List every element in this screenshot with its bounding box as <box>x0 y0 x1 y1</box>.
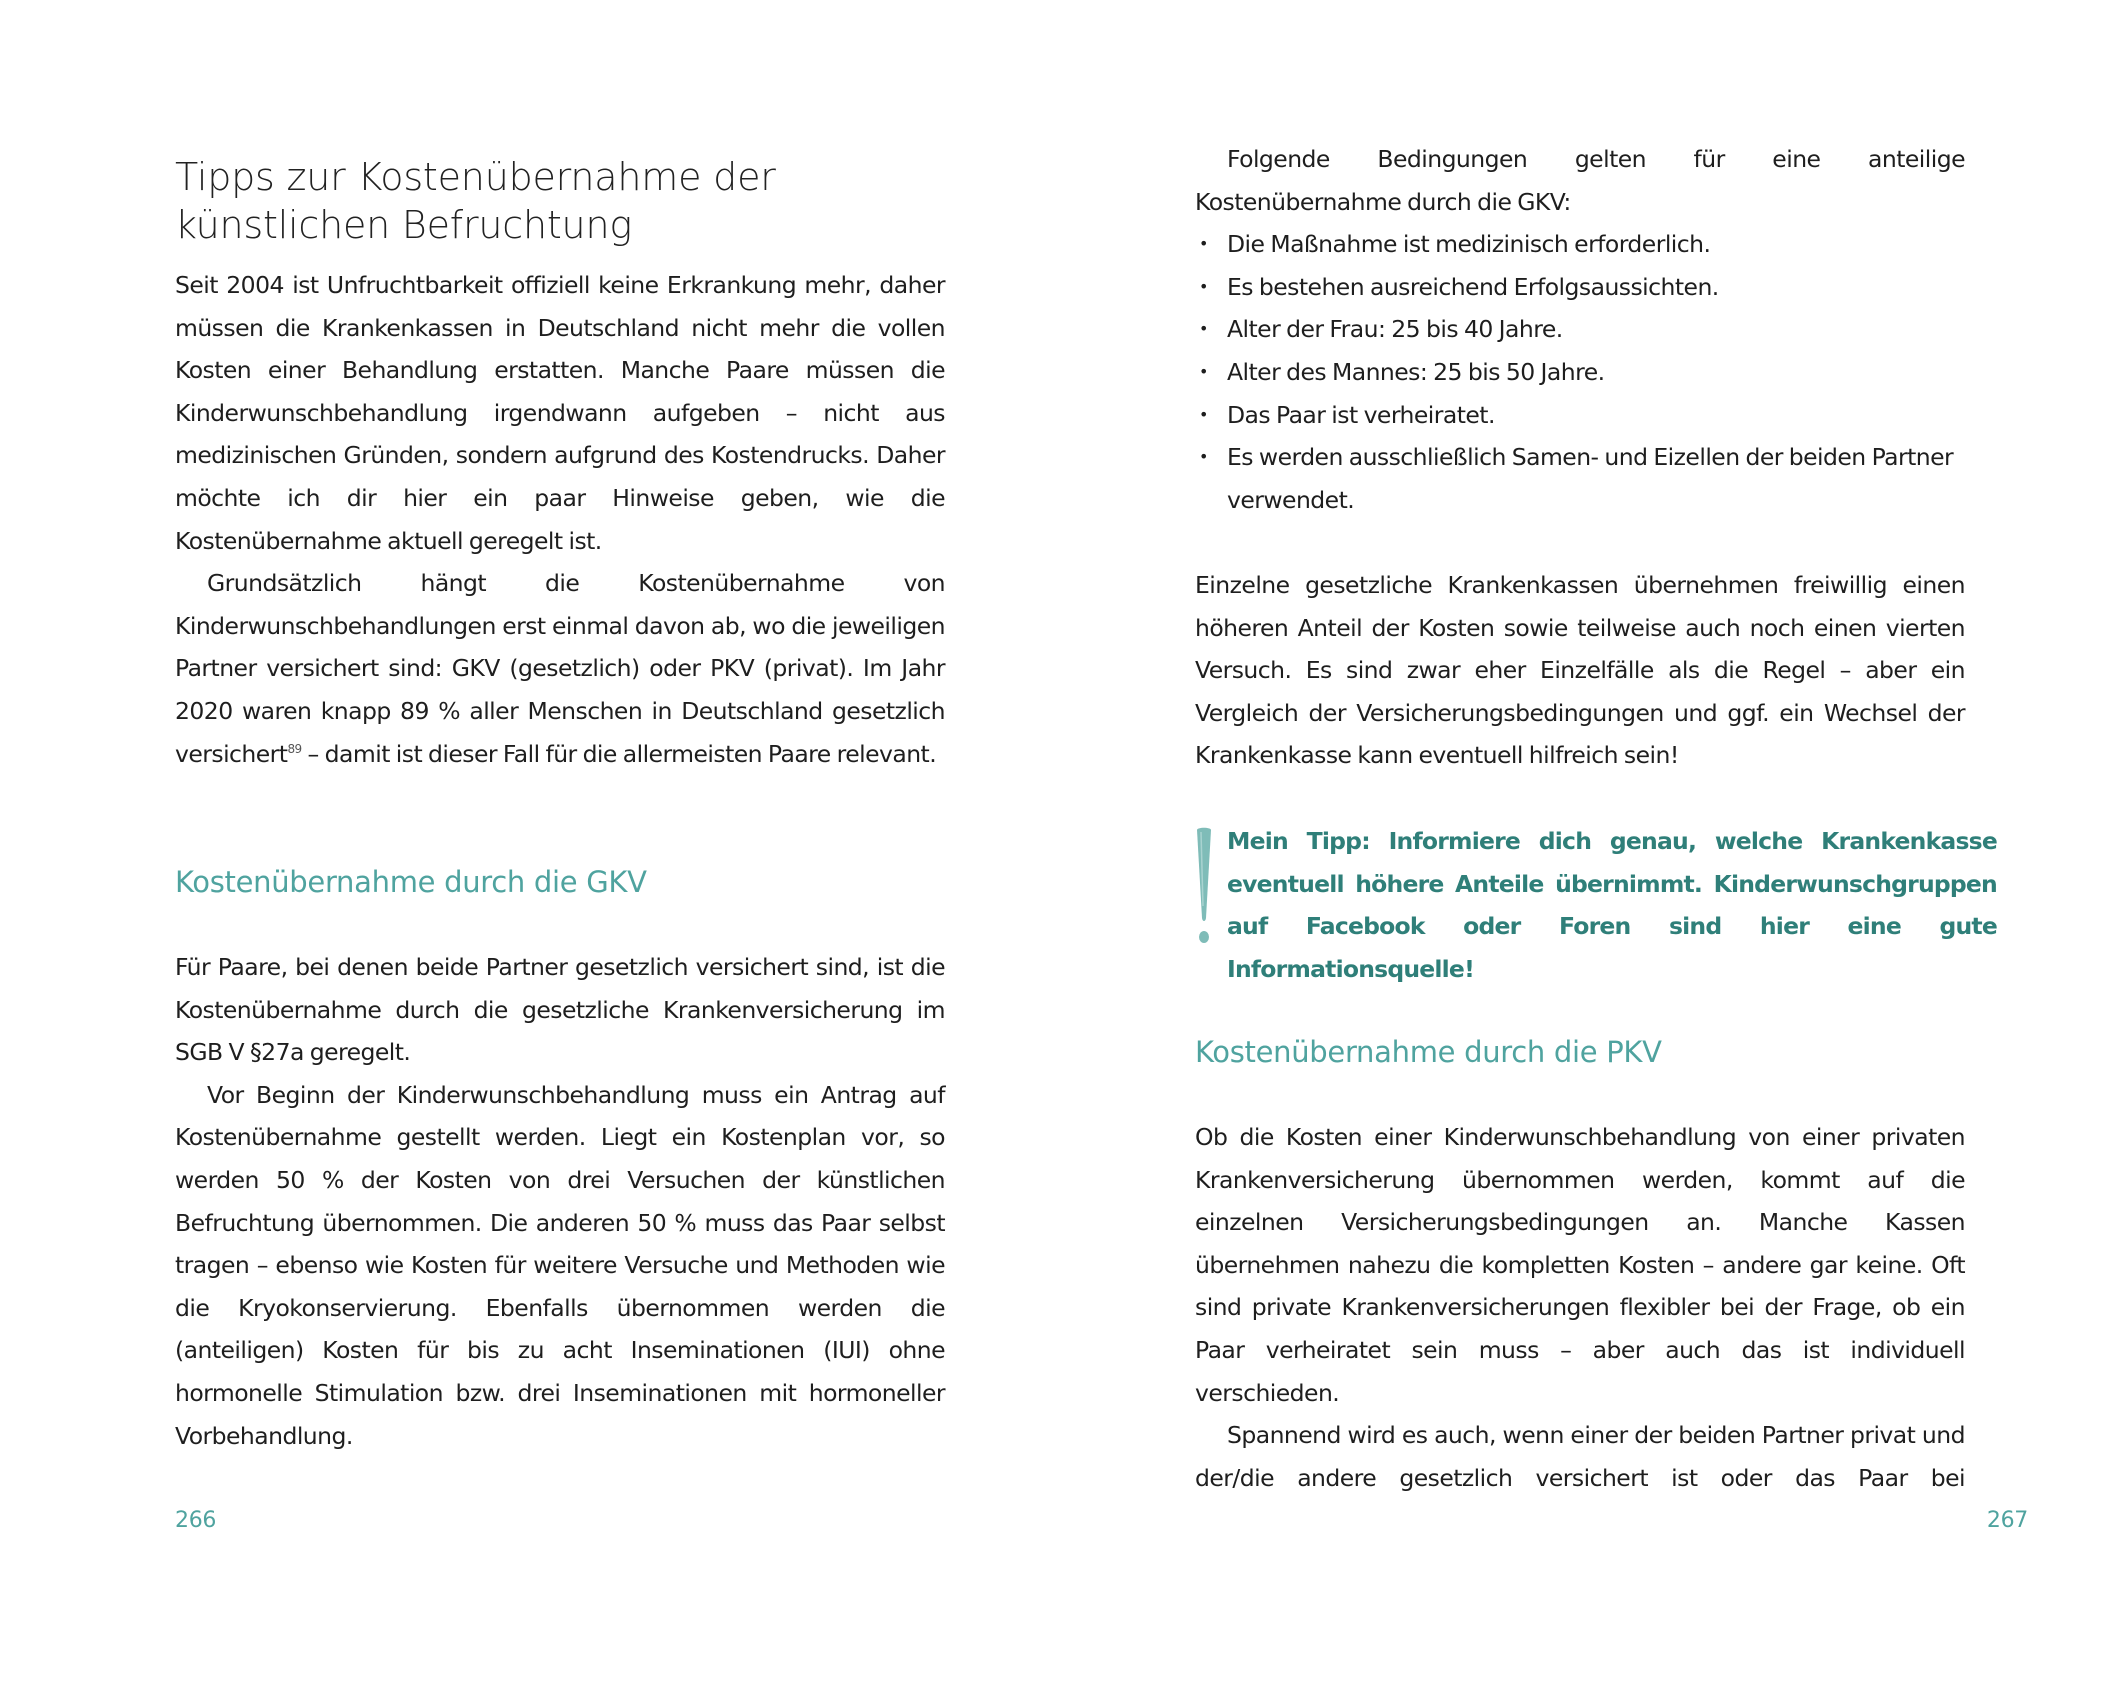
conditions-intro: Folgende Bedingungen gelten für eine anteilige Kostenübernahme durch die GKV: <box>1195 145 1965 216</box>
gkv-body <box>175 946 945 1457</box>
condition-text: Alter des Mannes: 25 bis 50 Jahre. <box>1227 357 1605 386</box>
bullet-icon: • <box>1199 447 1208 467</box>
conditions-list <box>1195 223 1965 521</box>
condition-item <box>1195 394 1965 437</box>
condition-item <box>1195 351 1965 394</box>
insurance-type-text: Grundsätzlich hängt die Kostenübernahme von Kinderwunschbehandlungen erst einmal davon ab, wo die jeweiligen Partner versichert sind: GKV (gesetzlich) oder PKV (privat). Im Jahr 2020 waren knapp 89 % aller Menschen in Deutschland gesetzlich versichert <box>175 569 945 768</box>
bullet-icon: • <box>1199 276 1208 296</box>
bullet-icon: • <box>1199 404 1208 424</box>
condition-item <box>1195 266 1965 309</box>
intro-paragraph: Seit 2004 ist Unfruchtbarkeit offiziell keine Erkrankung mehr, daher müssen die Krankenkassen in Deutschland nicht mehr die vollen Kosten einer Behandlung erstatten. Manche Paare müssen die Kinderwunschbehandlung irgendwann aufgeben – nicht aus medizinischen Gründen, sondern aufgrund des Kostendrucks. Daher möchte ich dir hier ein paar Hinweise geben, wie die Kostenübernahme aktuell geregelt ist. <box>175 271 945 555</box>
bullet-icon: • <box>1199 234 1208 254</box>
bullet-icon: • <box>1199 361 1208 381</box>
chapter-title <box>175 153 776 249</box>
exclamation-mark-icon <box>1195 826 1213 950</box>
conditions-section <box>1195 138 1965 521</box>
condition-text: Alter der Frau: 25 bis 40 Jahre. <box>1227 315 1563 344</box>
pkv-paragraph-2: Spannend wird es auch, wenn einer der beiden Partner privat und der/die andere gesetzlich versichert ist oder das Paar bei <box>1195 1421 1965 1492</box>
tip-box <box>1195 820 1997 990</box>
footnote-marker[interactable]: 89 <box>287 741 302 756</box>
bullet-icon: • <box>1199 319 1208 339</box>
page-number-left: 266 <box>175 1508 217 1533</box>
chapter-title-line-2: künstlichen Befruchtung <box>175 203 632 248</box>
intro-section <box>175 264 945 775</box>
voluntary-section <box>1195 564 1965 777</box>
condition-item <box>1195 436 1965 521</box>
gkv-heading: Kostenübernahme durch die GKV <box>175 865 647 899</box>
insurance-type-text-cont: – damit ist dieser Fall für die allermeisten Paare relevant. <box>301 739 937 768</box>
gkv-paragraph-2: Vor Beginn der Kinderwunschbehandlung muss ein Antrag auf Kostenübernahme gestellt werden. Liegt ein Kostenplan vor, so werden 50 % der Kosten von drei Versuchen der künstlichen Befruchtung übernommen. Die anderen 50 % muss das Paar selbst tragen – ebenso wie Kosten für weitere Versuche und Methoden wie die Kryokonservierung. Ebenfalls übernommen werden die (anteiligen) Kosten für bis zu acht Inseminationen (IUI) ohne hormonelle Stimulation bzw. drei Inseminationen mit hormoneller Vorbehandlung. <box>175 1080 945 1450</box>
right-page <box>1063 0 2126 1693</box>
voluntary-paragraph: Einzelne gesetzliche Krankenkassen übernehmen freiwillig einen höheren Anteil der Kosten sowie teilweise auch noch einen vierten Versuch. Es sind zwar eher Einzelfälle als die Regel – aber ein Vergleich der Versicherungsbedingungen und ggf. ein Wechsel der Krankenkasse kann eventuell hilfreich sein! <box>1195 571 1965 770</box>
tip-text: Mein Tipp: Informiere dich genau, welche Krankenkasse eventuell höhere Anteile übernimmt. Kinderwunschgruppen auf Facebook oder Foren sind hier eine gute Informationsquelle! <box>1227 827 1997 983</box>
insurance-type-paragraph <box>175 562 945 775</box>
condition-text: Es bestehen ausreichend Erfolgsaussichten. <box>1227 272 1719 301</box>
pkv-body <box>1195 1116 1965 1499</box>
condition-item <box>1195 308 1965 351</box>
pkv-section <box>1195 1032 1965 1072</box>
gkv-section <box>175 862 945 902</box>
condition-item <box>1195 223 1965 266</box>
page-number-right: 267 <box>1986 1508 2028 1533</box>
condition-text: Die Maßnahme ist medizinisch erforderlich. <box>1227 230 1711 259</box>
pkv-paragraph-1: Ob die Kosten einer Kinderwunschbehandlung von einer privaten Krankenversicherung übernommen werden, kommt auf die einzelnen Versicherungsbedingungen an. Manche Kassen übernehmen nahezu die kompletten Kosten – andere gar keine. Oft sind private Krankenversicherungen flexibler bei der Frage, ob ein Paar verheiratet sein muss – aber auch das ist individuell verschieden. <box>1195 1123 1965 1407</box>
pkv-heading: Kostenübernahme durch die PKV <box>1195 1035 1662 1069</box>
chapter-title-line-1: Tipps zur Kostenübernahme der <box>175 155 776 200</box>
condition-text: Es werden ausschließlich Samen- und Eizellen der beiden Partner verwendet. <box>1227 443 1954 514</box>
gkv-paragraph-1: Für Paare, bei denen beide Partner gesetzlich versichert sind, ist die Kostenübernahme durch die gesetzliche Krankenversicherung im SGB V §27a geregelt. <box>175 953 945 1067</box>
condition-text: Das Paar ist verheiratet. <box>1227 400 1495 429</box>
